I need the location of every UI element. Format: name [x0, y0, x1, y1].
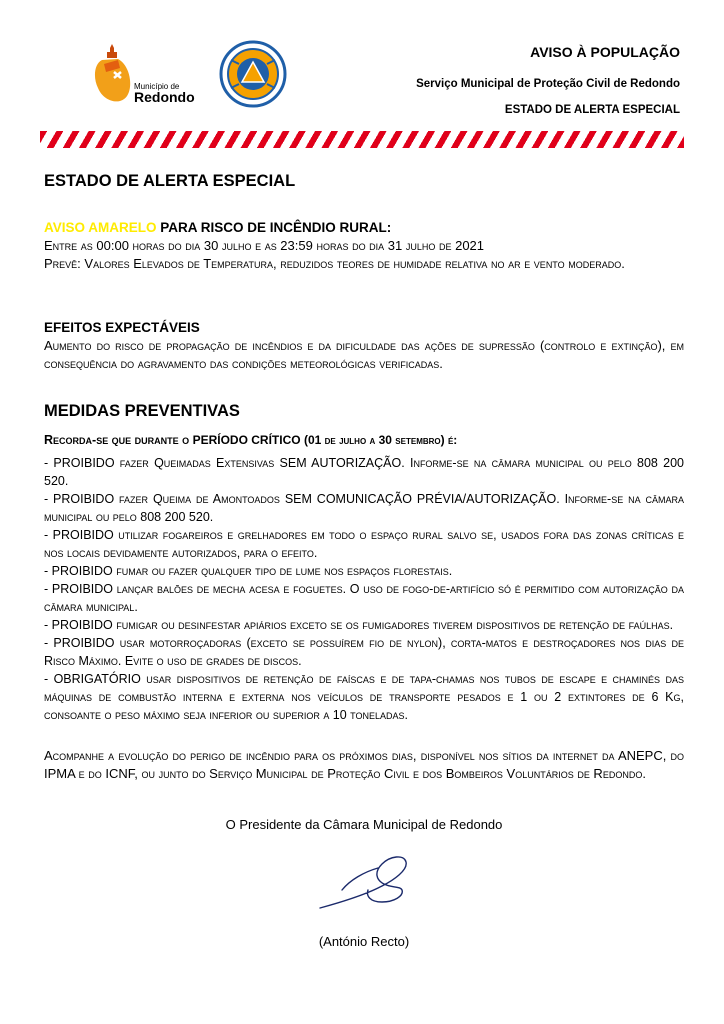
measures-intro-c: (01 de julho a 30 setembro) é:: [300, 433, 458, 447]
measure-item: [44, 454, 684, 490]
measures-intro-a: Recorda-se que durante o: [44, 433, 193, 447]
alert-period: Entre as 00:00 horas do dia 30 julho e as 23:59 horas do dia 31 julho de 2021: [44, 238, 485, 253]
measure-item-key: - PROIBIDO: [44, 492, 115, 506]
main-title-block: [44, 172, 684, 191]
measure-item-emphasis: SEM AUTORIZAÇÃO: [279, 456, 402, 470]
municipality-logo-line2: Redondo: [134, 89, 195, 105]
measure-item-key: - PROIBIDO: [44, 618, 113, 632]
alert-heading: [44, 219, 684, 237]
header-state: ESTADO DE ALERTA ESPECIAL: [504, 104, 680, 116]
measure-item-text: lançar balões de mecha acesa e foguetes. O uso de fogo-de-artifício só é permitido com autorização da câmara municipal.: [44, 582, 684, 614]
redondo-jar-icon: [90, 44, 215, 106]
municipality-logo-line1: Município de: [134, 82, 180, 91]
measure-item: [44, 562, 684, 580]
measure-item-key: - PROIBIDO: [44, 564, 113, 578]
measure-item-key: - PROIBIDO: [44, 528, 114, 542]
alert-level: AVISO AMARELO: [44, 220, 157, 235]
measure-item: [44, 580, 684, 616]
measure-item: [44, 490, 684, 526]
measure-item-tail: . Informe-se na câmara municipal ou pelo 808 200 520.: [44, 492, 684, 524]
measure-item-key: - OBRIGATÓRIO: [44, 672, 141, 686]
measure-item-text: fazer Queima de Amontoados: [114, 492, 285, 506]
measures-list: [44, 454, 684, 724]
follow-up-text: Acompanhe a evolução do perigo de incêndio para os próximos dias, disponível nos sítios da internet da ANEPC, do IPMA e do ICNF, ou junto do Serviço Municipal de Proteção Civil e dos Bombeiros Voluntários de Redondo.: [44, 748, 684, 781]
measure-item-text: usar motorroçadoras (exceto se possuírem fio de nylon), corta-matos e destroçadores nos dias de Risco Máximo. Evite o uso de grades de discos.: [44, 636, 684, 668]
effects-text: Aumento do risco de propagação de incêndios e da dificuldade das ações de supressão (controlo e extinção), em consequência do agravamento das condições meteorológicas verificadas.: [44, 338, 684, 371]
alert-section: [44, 219, 684, 273]
header-service: Serviço Municipal de Proteção Civil de Redondo: [416, 78, 680, 90]
measure-item-emphasis: SEM COMUNICAÇÃO PRÉVIA/AUTORIZAÇÃO: [284, 492, 557, 506]
header-title: AVISO À POPULAÇÃO: [530, 44, 680, 60]
measures-intro: [44, 431, 684, 449]
municipality-logo: [90, 44, 215, 106]
measure-item: [44, 634, 684, 670]
measures-title: MEDIDAS PREVENTIVAS: [44, 402, 240, 420]
measure-item-key: - PROIBIDO: [44, 636, 115, 650]
measure-item-text: fazer Queimadas Extensivas: [114, 456, 280, 470]
measure-item-tail: . Informe-se na câmara municipal ou pelo 808 200 520.: [44, 456, 684, 488]
measure-item: [44, 670, 684, 724]
measure-item-key: - PROIBIDO: [44, 582, 114, 596]
measure-item-text: utilizar fogareiros e grelhadores em todo o espaço rural salvo se, usados fora das zonas críticas e nos locais devidamente autorizados, para o efeito.: [44, 528, 684, 560]
main-title: ESTADO DE ALERTA ESPECIAL: [44, 172, 296, 190]
alert-forecast: Prevê: Valores Elevados de Temperatura, reduzidos teores de humidade relativa no ar e vento moderado.: [44, 256, 625, 271]
measure-item-text: usar dispositivos de retenção de faíscas e de tapa-chamas nos tubos de escape e chaminés das máquinas de combustão interna e externa nos veículos de transporte pesados e 1 ou 2 extintores de 6 Kg, consoante o peso máximo seja inferior ou superior a 10 toneladas.: [44, 672, 684, 722]
signature-scribble-icon: [312, 850, 422, 914]
effects-section: [44, 320, 684, 373]
measures-intro-b: PERÍODO CRÍTICO: [192, 433, 301, 447]
measure-item: [44, 526, 684, 562]
handwritten-signature: [312, 850, 422, 914]
measure-item-text: fumar ou fazer qualquer tipo de lume nos espaços florestais.: [112, 564, 453, 578]
alert-heading-rest: PARA RISCO DE INCÊNDIO RURAL:: [156, 220, 392, 235]
signature-name: (António Recto): [318, 934, 410, 949]
civil-protection-logo: [219, 40, 287, 108]
alert-stripe-divider: [40, 131, 684, 148]
follow-up-section: [44, 747, 684, 783]
measure-item-text: fumigar ou desinfestar apiários exceto se os fumigadores tiverem dispositivos de retenção de faúlhas.: [112, 618, 674, 632]
signature-role: O Presidente da Câmara Municipal de Redondo: [225, 817, 503, 832]
civil-protection-emblem-icon: [219, 40, 287, 108]
measure-item-key: - PROIBIDO: [44, 456, 115, 470]
measures-section: [44, 402, 684, 724]
effects-title: EFEITOS EXPECTÁVEIS: [44, 320, 200, 335]
measure-item: [44, 616, 684, 634]
